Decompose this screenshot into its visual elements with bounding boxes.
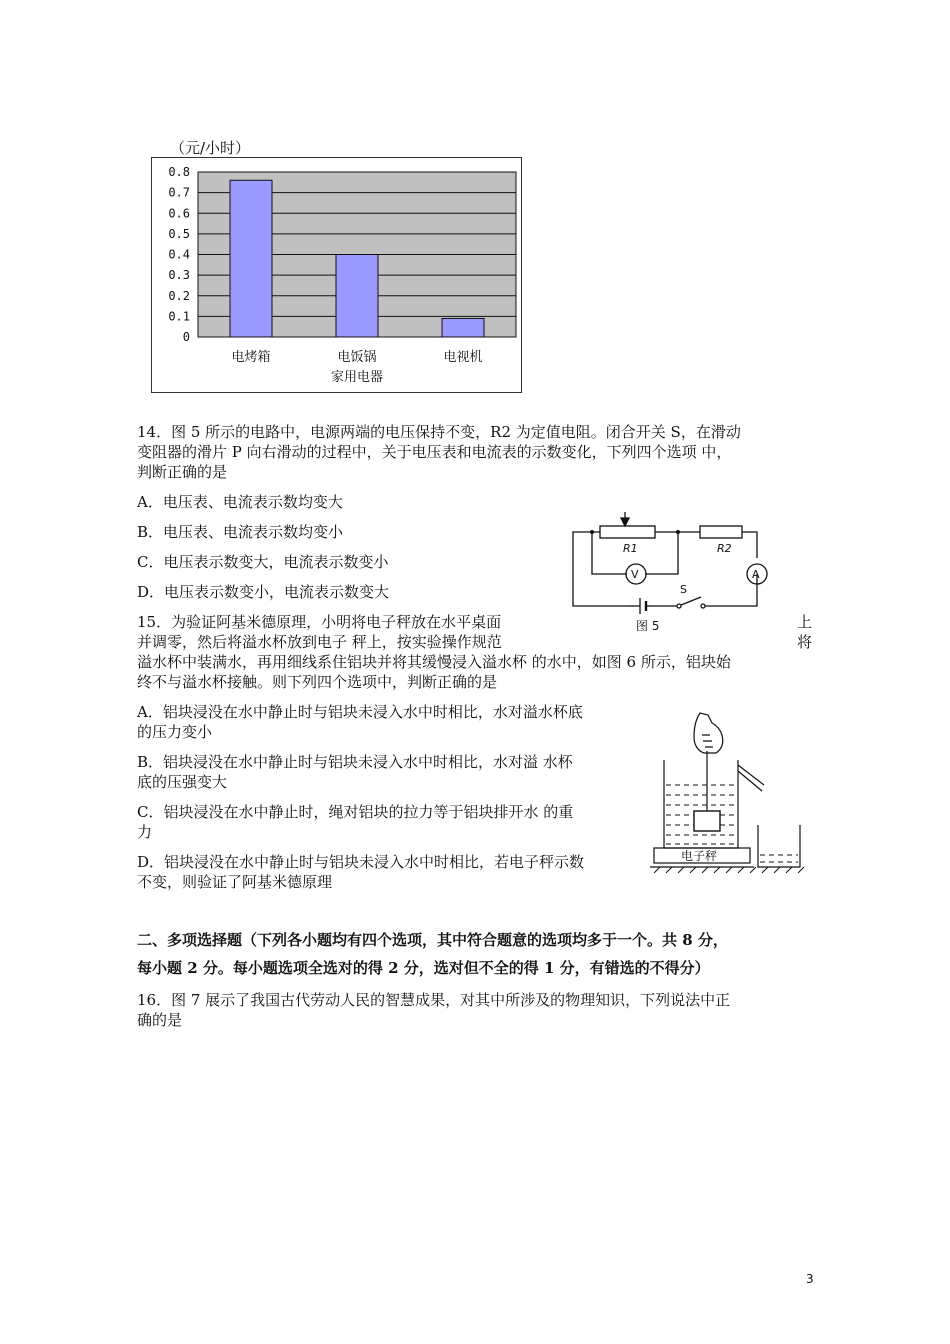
small-beaker xyxy=(758,825,800,867)
q15-line-4: 终不与溢水杯接触。则下列四个选项中，判断正确的是 xyxy=(137,673,498,691)
q15-option-a-2: 的压力变小 xyxy=(137,723,213,741)
q14-option-d: D．电压表示数变小，电流表示数变大 xyxy=(137,583,390,601)
q14-option-c: C．电压表示数变大，电流表示数变小 xyxy=(137,553,389,571)
bar-chart xyxy=(151,157,522,393)
q15-option-c-1: C．铝块浸没在水中静止时，绳对铝块的拉力等于铝块排开水 的重 xyxy=(137,803,574,821)
r1-label: R1 xyxy=(623,542,638,555)
circuit-wire-top-right xyxy=(751,532,757,558)
q14-line-2: 变阻器的滑片 P 向右滑动的过程中，关于电压表和电流表的示数变化，下列四个选项 中， xyxy=(137,443,732,461)
bar-2 xyxy=(336,255,378,338)
q15-option-b-1: B．铝块浸没在水中静止时与铝块未浸入水中时相比，水对溢 水杯 xyxy=(137,753,573,771)
scale-label: 电子秤 xyxy=(681,849,718,863)
q15-option-a-1: A．铝块浸没在水中静止时与铝块未浸入水中时相比，水对溢水杯底 xyxy=(137,703,583,721)
x-category-label: 电烤箱 xyxy=(231,350,271,365)
circuit-wire-left xyxy=(573,532,627,606)
q15-option-d-1: D．铝块浸没在水中静止时与铝块未浸入水中时相比，若电子秤示数 xyxy=(137,853,585,871)
q14-line-3: 判断正确的是 xyxy=(137,463,228,481)
voltmeter-label: V xyxy=(631,568,639,581)
y-tick-label: 0.5 xyxy=(168,226,190,241)
chart-unit-label: （元/小时） xyxy=(170,139,251,157)
bar-chart-svg xyxy=(152,158,521,392)
figure-5-caption: 图 5 xyxy=(636,619,660,633)
bar-1 xyxy=(230,180,272,337)
y-tick-label: 0.3 xyxy=(168,268,190,283)
x-category-label: 电视机 xyxy=(443,350,483,365)
aluminum-block xyxy=(694,811,720,831)
x-category-label: 电饭锅 xyxy=(337,350,377,365)
q14-option-b: B．电压表、电流表示数均变小 xyxy=(137,523,344,541)
switch-blade xyxy=(681,597,701,605)
q16-line-2: 确的是 xyxy=(137,1011,183,1029)
y-tick-label: 0.7 xyxy=(168,185,190,200)
y-tick-label: 0.2 xyxy=(168,288,190,303)
q15-line-2-left: 并调零，然后将溢水杯放到电子 秤上，按实验操作规范 xyxy=(137,633,502,651)
section-2-heading-line-1: 二、多项选择题（下列各小题均有四个选项，其中符合题意的选项均多于一个。共 8 分， xyxy=(137,931,728,949)
q15-option-b-2: 底的压强变大 xyxy=(137,773,228,791)
figure-5-circuit xyxy=(565,500,770,635)
r2-label: R2 xyxy=(717,542,732,555)
page-number: 3 xyxy=(806,1272,814,1286)
q15-option-c-2: 力 xyxy=(137,823,153,841)
section-2-heading-line-2: 每小题 2 分。每小题选项全选对的得 2 分，选对但不全的得 1 分，有错选的不得分） xyxy=(137,959,710,977)
y-tick-label: 0.1 xyxy=(168,309,190,324)
q15-line-2-right: 将 xyxy=(797,633,813,651)
ammeter-label: A xyxy=(752,568,760,581)
r2-resistor xyxy=(700,526,742,538)
switch-label: S xyxy=(680,583,687,596)
bar-3 xyxy=(442,318,484,337)
y-tick-label: 0.4 xyxy=(168,247,190,262)
q15-line-3: 溢水杯中装满水，再用细线系住铝块并将其缓慢浸入溢水杯 的水中，如图 6 所示，铝块始 xyxy=(137,653,731,671)
r1-resistor xyxy=(600,526,655,538)
x-axis-title: 家用电器 xyxy=(330,370,384,385)
q15-option-d-2: 不变，则验证了阿基米德原理 xyxy=(137,873,333,891)
q14-option-a: A．电压表、电流表示数均变大 xyxy=(137,493,343,511)
y-tick-label: 0 xyxy=(182,330,190,344)
q14-line-1: 14．图 5 所示的电路中，电源两端的电压保持不变，R2 为定值电阻。闭合开关 S，在滑动 xyxy=(137,423,741,441)
y-tick-label: 0.8 xyxy=(168,165,190,179)
y-tick-label: 0.6 xyxy=(168,206,190,221)
figure-6-apparatus xyxy=(650,705,815,875)
q16-line-1: 16．图 7 展示了我国古代劳动人民的智慧成果，对其中所涉及的物理知识，下列说法中正 xyxy=(137,991,731,1009)
q15-line-1-left: 15．为验证阿基米德原理，小明将电子秤放在水平桌面 xyxy=(137,613,502,631)
q15-line-1-right: 上 xyxy=(797,613,813,631)
